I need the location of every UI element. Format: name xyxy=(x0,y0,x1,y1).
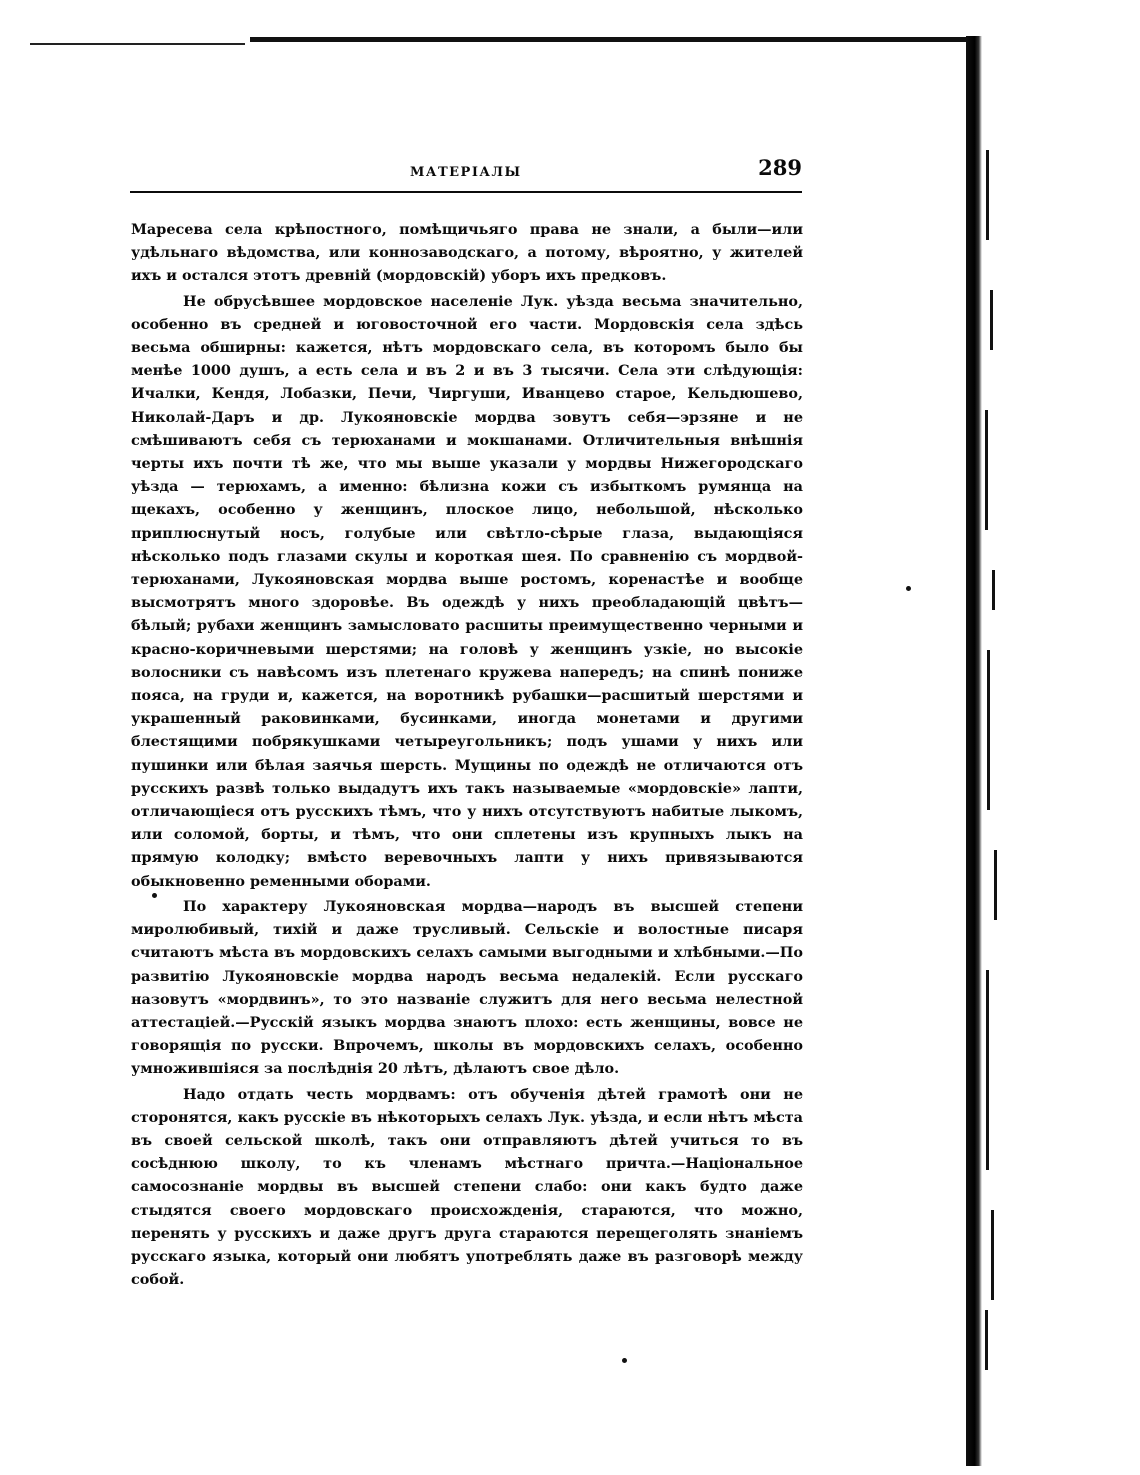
scan-right-edge xyxy=(966,36,982,1466)
scan-right-noise xyxy=(984,150,1014,1370)
paragraph-continuation: Маресева села крѣпостного, помѣщичьяго права не знали, а были—или удѣльнаго вѣдомства, или коннозаводскаго, а потому, вѣроятно, у жителей ихъ и остался этотъ древній (мордовскій) уборъ ихъ предковъ. xyxy=(131,221,803,285)
body-text xyxy=(131,218,803,1293)
scan-speck xyxy=(622,1358,627,1363)
scan-edge-thick-line xyxy=(250,37,975,42)
paragraph: Надо отдать честь мордвамъ: отъ обученія дѣтей грамотѣ они не сторонятся, какъ русскіе въ нѣкоторыхъ селахъ Лук. уѣзда, и если нѣтъ мѣста въ своей сельской школѣ, такъ они отправляютъ дѣтей учиться то въ сосѣднюю школу, то къ членамъ мѣстнаго причта.—Національное самосознаніе мордвы въ высшей степени слабо: они какъ будто даже стыдятся своего мордовскаго происхожденія, стараются, что можно, перенять у русскихъ и даже другъ друга стараются перещеголять знаніемъ русскаго языка, который они любятъ употреблять даже въ разговорѣ между собой. xyxy=(131,1085,803,1289)
scan-speck xyxy=(906,586,911,591)
page-header xyxy=(130,155,802,193)
running-title: МАТЕРІАЛЫ xyxy=(410,165,522,180)
page-number: 289 xyxy=(758,155,802,180)
scan-edge-thin-line xyxy=(30,43,245,45)
scan-top-edge xyxy=(30,36,975,44)
paragraph: Не обрусѣвшее мордовское населеніе Лук. уѣзда весьма значительно, особенно въ средней и юговосточной его части. Мордовскія села здѣсь весьма обширны: кажется, нѣтъ мордовскаго села, въ которомъ было бы менѣе 1000 душъ, а есть села и въ 2 и въ 3 тысячи. Села эти слѣдующія: Ичалки, Кендя, Лобазки, Печи, Чиргуши, Иванцево старое, Кельдюшево, Николай-Даръ и др. Лукояновскіе мордва зовутъ себя—эрзяне и не смѣшиваютъ себя съ терюханами и мокшанами. Отличительныя внѣшнія черты ихъ почти тѣ же, что мы выше указали у мордвы Нижегородскаго уѣзда — терюхамъ, а именно: бѣлизна кожи съ избыткомъ румянца на щекахъ, особенно у женщинъ, плоское лицо, небольшой, нѣсколько приплюснутый носъ, голубые или свѣтло-сѣрые глаза, выдающіяся нѣсколько подъ глазами скулы и короткая шея. По сравненію съ мордвой-терюханами, Лукояновская мордва выше ростомъ, коренастѣе и вообще высмотрятъ много здоровѣе. Въ одеждѣ у нихъ преобладающій цвѣтъ—бѣлый; рубахи женщинъ замысловато расшиты преимущественно черными и красно-коричневыми шерстями; на головѣ у женщинъ узкіе, но высокіе волосники съ навѣсомъ изъ плетенаго кружева напередъ; на спинѣ пониже пояса, на груди и, кажется, на воротникѣ рубашки—расшитый шерстями и украшенный раковинками, бусинками, иногда монетами и другими блестящими побрякушками четыреугольникъ; подъ ушами у нихъ или пушинки или бѣлая заячья шерсть. Мущины по одеждѣ не отличаются отъ русскихъ развѣ только выдадутъ ихъ такъ называемые «мордовскіе» лапти, отличающіеся отъ русскихъ тѣмъ, что у нихъ отсутствуютъ набитые лыкомъ, или соломой, борты, и тѣмъ, что они сплетены изъ крупныхъ лыкъ на прямую колодку; вмѣсто веревочныхъ лапти у нихъ привязываются обыкновенно ременными оборами. xyxy=(131,292,803,890)
paragraph: По характеру Лукояновская мордва—народъ въ высшей степени миролюбивый, тихій и даже трусливый. Сельскіе и волостные писаря считаютъ мѣста въ мордовскихъ селахъ самыми выгодными и хлѣбными.—По развитію Лукояновскіе мордва народъ весьма недалекій. Если русскаго назовутъ «мордвинъ», то это названіе служитъ для него весьма нелестной аттестаціей.—Русскій языкъ мордва знаютъ плохо: есть женщины, вовсе не говорящія по русски. Впрочемъ, школы въ мордовскихъ селахъ, особенно умножившіяся за послѣднія 20 лѣтъ, дѣлаютъ свое дѣло. xyxy=(131,897,803,1078)
